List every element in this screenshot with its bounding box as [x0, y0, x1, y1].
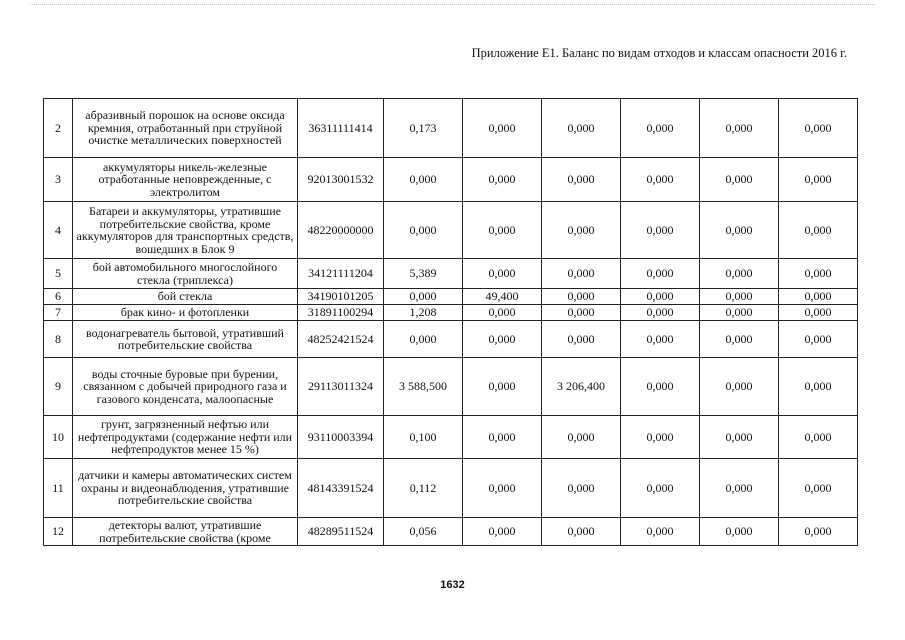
- value-cell: 0,173: [384, 99, 463, 158]
- value-cell: 0,000: [542, 321, 621, 358]
- waste-code-cell: 48220000000: [298, 202, 384, 259]
- waste-name-cell: детекторы валют, утратившие потребительские свойства (кроме: [73, 518, 298, 546]
- waste-code-cell: 92013001532: [298, 158, 384, 202]
- value-cell: 0,000: [779, 158, 858, 202]
- value-cell: 0,000: [700, 321, 779, 358]
- value-cell: 0,056: [384, 518, 463, 546]
- value-cell: 0,000: [463, 158, 542, 202]
- value-cell: 0,000: [384, 321, 463, 358]
- value-cell: 0,000: [779, 99, 858, 158]
- value-cell: 5,389: [384, 259, 463, 289]
- waste-name-cell: датчики и камеры автоматических систем охраны и видеонаблюдения, утратившие потребительские свойства: [73, 459, 298, 518]
- page-title: Приложение Е1. Баланс по видам отходов и классам опасности 2016 г.: [471, 46, 847, 60]
- waste-name-cell: брак кино- и фотопленки: [73, 305, 298, 321]
- value-cell: 0,000: [384, 158, 463, 202]
- value-cell: 0,000: [700, 202, 779, 259]
- value-cell: 0,000: [779, 259, 858, 289]
- row-number-cell: 4: [44, 202, 73, 259]
- table-row: [44, 158, 858, 202]
- table-row: [44, 416, 858, 459]
- value-cell: 0,000: [463, 259, 542, 289]
- waste-name-cell: водонагреватель бытовой, утративший потребительские свойства: [73, 321, 298, 358]
- row-number-cell: 5: [44, 259, 73, 289]
- row-number-cell: 9: [44, 358, 73, 416]
- value-cell: 0,000: [542, 259, 621, 289]
- table-row: [44, 259, 858, 289]
- value-cell: 0,000: [779, 416, 858, 459]
- waste-code-cell: 34190101205: [298, 289, 384, 305]
- table-row: [44, 358, 858, 416]
- value-cell: 3 206,400: [542, 358, 621, 416]
- value-cell: 0,000: [700, 358, 779, 416]
- table-row: [44, 518, 858, 546]
- table-row: [44, 321, 858, 358]
- value-cell: 0,000: [700, 416, 779, 459]
- waste-name-cell: грунт, загрязненный нефтью или нефтепродуктами (содержание нефти или нефтепродуктов менее 15 %): [73, 416, 298, 459]
- waste-balance-table: [43, 98, 858, 546]
- waste-name-cell: абразивный порошок на основе оксида кремния, отработанный при струйной очистке металлических поверхностей: [73, 99, 298, 158]
- value-cell: 0,000: [542, 305, 621, 321]
- value-cell: 0,000: [779, 459, 858, 518]
- waste-code-cell: 29113011324: [298, 358, 384, 416]
- waste-name-cell: Батареи и аккумуляторы, утратившие потребительские свойства, кроме аккумуляторов для транспортных средств, вошедших в Блок 9: [73, 202, 298, 259]
- waste-code-cell: 34121111204: [298, 259, 384, 289]
- value-cell: 0,000: [621, 202, 700, 259]
- value-cell: 0,000: [621, 459, 700, 518]
- value-cell: 0,000: [384, 202, 463, 259]
- page-number: 1632: [440, 579, 465, 591]
- value-cell: 0,000: [700, 259, 779, 289]
- row-number-cell: 12: [44, 518, 73, 546]
- value-cell: 0,000: [700, 305, 779, 321]
- value-cell: 0,000: [779, 321, 858, 358]
- table-row: [44, 289, 858, 305]
- value-cell: 0,000: [621, 99, 700, 158]
- value-cell: 0,000: [463, 416, 542, 459]
- value-cell: 0,000: [621, 305, 700, 321]
- value-cell: 0,000: [463, 99, 542, 158]
- waste-code-cell: 48289511524: [298, 518, 384, 546]
- table-row: [44, 459, 858, 518]
- scan-edge-line: [30, 4, 875, 5]
- value-cell: 0,000: [621, 289, 700, 305]
- value-cell: 0,000: [700, 518, 779, 546]
- table-row: [44, 202, 858, 259]
- value-cell: 0,000: [384, 289, 463, 305]
- value-cell: 0,000: [542, 158, 621, 202]
- value-cell: 0,000: [621, 518, 700, 546]
- value-cell: 0,000: [621, 358, 700, 416]
- value-cell: 0,000: [542, 99, 621, 158]
- value-cell: 0,000: [621, 158, 700, 202]
- waste-name-cell: бой автомобильного многослойного стекла (триплекса): [73, 259, 298, 289]
- row-number-cell: 2: [44, 99, 73, 158]
- waste-code-cell: 36311111414: [298, 99, 384, 158]
- table-body: [44, 99, 858, 546]
- waste-code-cell: 48143391524: [298, 459, 384, 518]
- value-cell: 0,112: [384, 459, 463, 518]
- value-cell: 0,000: [463, 321, 542, 358]
- waste-code-cell: 93110003394: [298, 416, 384, 459]
- value-cell: 0,000: [463, 305, 542, 321]
- waste-name-cell: бой стекла: [73, 289, 298, 305]
- value-cell: 0,000: [463, 358, 542, 416]
- value-cell: 0,000: [463, 518, 542, 546]
- value-cell: 0,000: [463, 202, 542, 259]
- value-cell: 0,000: [779, 518, 858, 546]
- value-cell: 0,000: [542, 459, 621, 518]
- waste-code-cell: 48252421524: [298, 321, 384, 358]
- row-number-cell: 6: [44, 289, 73, 305]
- value-cell: 0,000: [779, 202, 858, 259]
- value-cell: 0,000: [700, 289, 779, 305]
- value-cell: 0,000: [700, 99, 779, 158]
- value-cell: 0,000: [621, 321, 700, 358]
- waste-name-cell: воды сточные буровые при бурении, связанном с добычей природного газа и газового конденсата, малоопасные: [73, 358, 298, 416]
- value-cell: 3 588,500: [384, 358, 463, 416]
- row-number-cell: 8: [44, 321, 73, 358]
- row-number-cell: 10: [44, 416, 73, 459]
- value-cell: 0,000: [542, 416, 621, 459]
- value-cell: 49,400: [463, 289, 542, 305]
- value-cell: 0,000: [779, 305, 858, 321]
- row-number-cell: 3: [44, 158, 73, 202]
- value-cell: 0,000: [621, 259, 700, 289]
- table-row: [44, 305, 858, 321]
- value-cell: 0,000: [779, 289, 858, 305]
- value-cell: 0,000: [621, 416, 700, 459]
- value-cell: 0,000: [542, 289, 621, 305]
- value-cell: 0,000: [779, 358, 858, 416]
- value-cell: 0,000: [700, 158, 779, 202]
- table-row: [44, 99, 858, 158]
- value-cell: 0,000: [542, 518, 621, 546]
- waste-name-cell: аккумуляторы никель-железные отработанные неповрежденные, с электролитом: [73, 158, 298, 202]
- value-cell: 1,208: [384, 305, 463, 321]
- row-number-cell: 11: [44, 459, 73, 518]
- value-cell: 0,000: [542, 202, 621, 259]
- value-cell: 0,000: [463, 459, 542, 518]
- waste-code-cell: 31891100294: [298, 305, 384, 321]
- value-cell: 0,100: [384, 416, 463, 459]
- value-cell: 0,000: [700, 459, 779, 518]
- row-number-cell: 7: [44, 305, 73, 321]
